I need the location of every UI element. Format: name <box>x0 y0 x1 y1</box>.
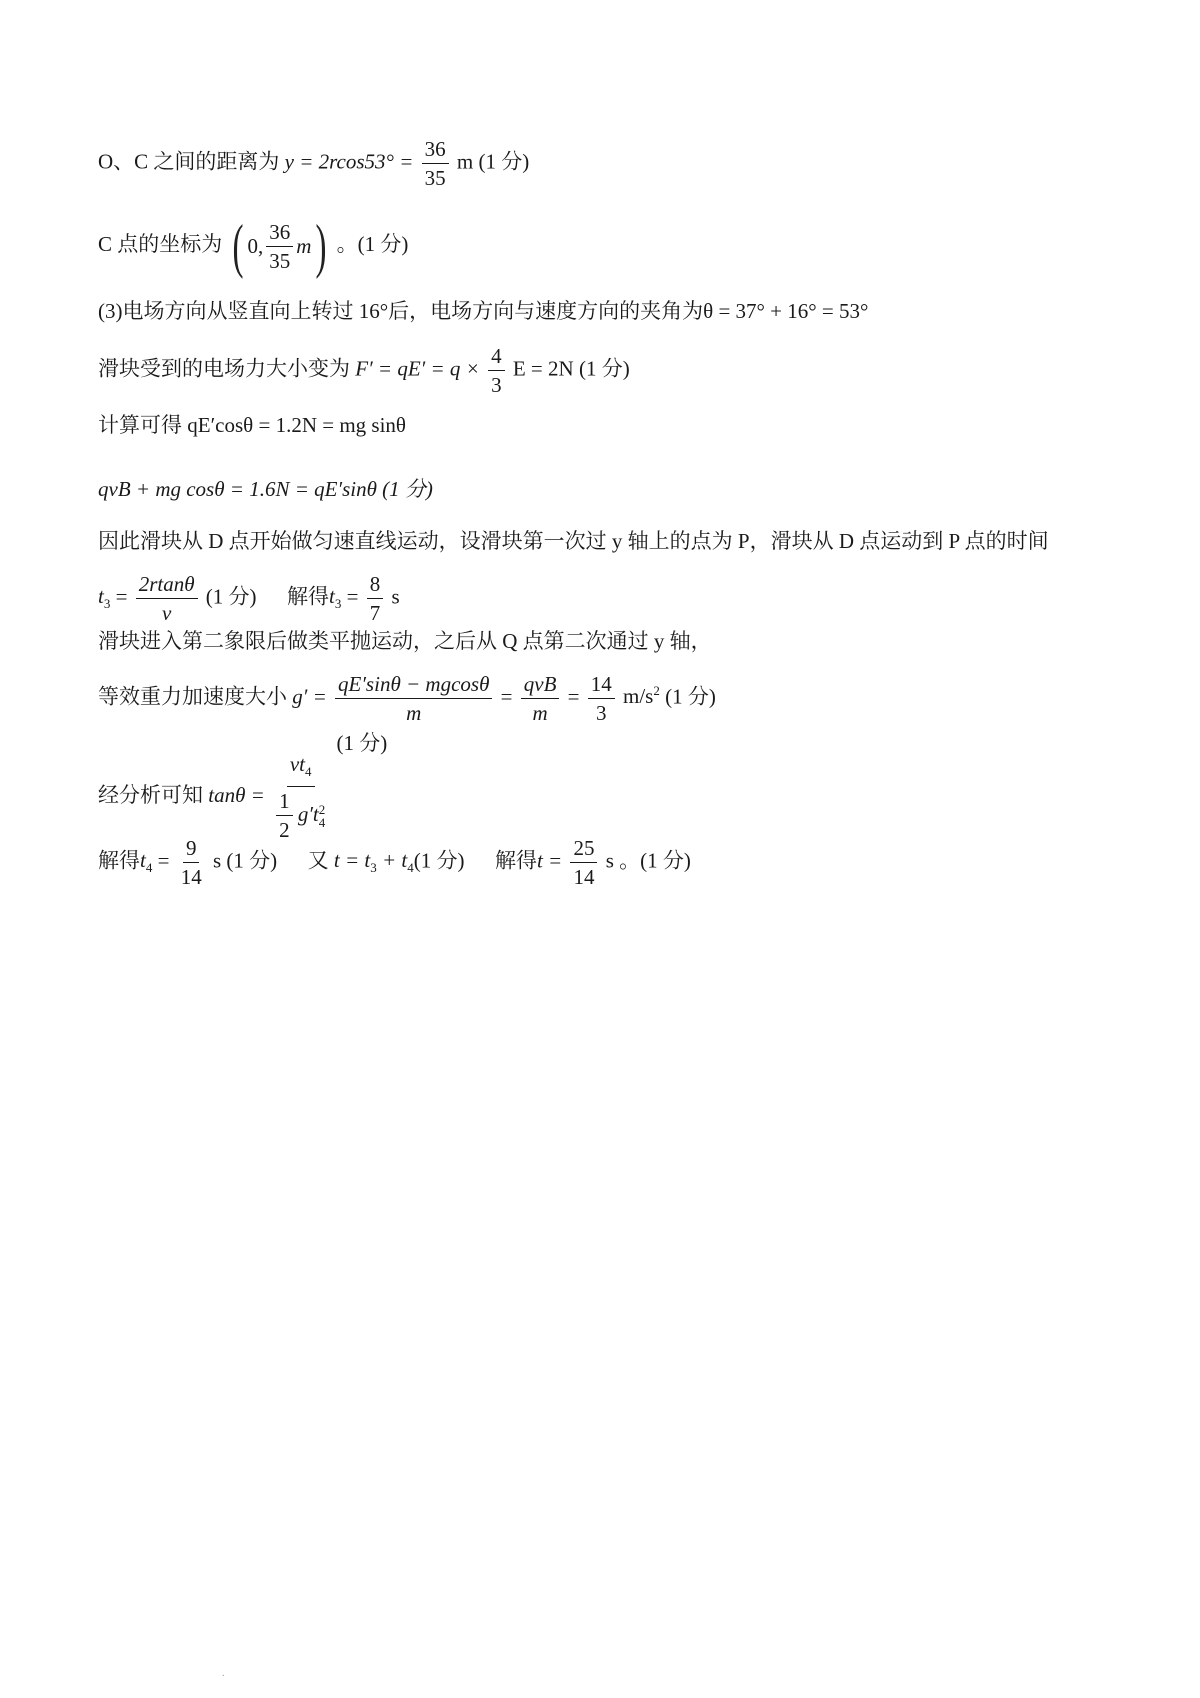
line-gravity: 等效重力加速度大小 g′ = $\frac{qE'\sin\theta - mgcos\theta}{m}$ = $\frac{\text{qvB}}{m}$ = $\frac{14}{3}$ $m/s^2$ (1 分) <box>98 672 716 725</box>
line-tan <box>98 731 388 843</box>
t4-var: $t_4$ <box>140 848 153 876</box>
t-sum: $t = t_3 + t_4$ <box>333 848 414 876</box>
line-angle <box>98 298 868 324</box>
line-calc-1 <box>98 412 406 438</box>
fraction-2 <box>570 836 597 889</box>
line-oc-distance <box>98 137 529 190</box>
solve: 解得 <box>287 584 330 609</box>
numerator: qE′sinθ − mgcosθ <box>335 672 492 699</box>
text: O、C 之间的距离为 <box>98 149 280 174</box>
formula: qvB + mg cosθ = 1.6N = qE′sinθ (1 分) <box>98 477 433 501</box>
text: 等效重力加速度大小 <box>98 684 287 709</box>
line-electric-force <box>98 344 630 397</box>
t3-var: $t_3$ <box>98 584 111 612</box>
formula: y = 2rcos53° = <box>284 149 414 174</box>
line-second-quadrant <box>98 628 712 654</box>
numerator: 9 <box>183 836 200 863</box>
score: (1 分) <box>205 584 257 609</box>
solve: 解得 <box>98 848 140 873</box>
text: (3)电场方向从竖直向上转过 16°后，电场方向与速度方向的夹角为θ = 37° + 16° = 53° <box>98 299 869 323</box>
denominator: 35 <box>269 248 291 273</box>
score: (1 分) <box>336 731 388 755</box>
text: 经分析可知 <box>98 782 203 807</box>
t-var: t = <box>536 848 563 873</box>
denominator: 14 <box>180 865 202 889</box>
fraction-2 <box>367 572 384 625</box>
line-calc-2 <box>98 476 433 502</box>
unit: s <box>391 584 400 609</box>
line-motion <box>98 528 1049 554</box>
unit: $m/s^2$ <box>623 683 660 709</box>
numerator: 4 <box>488 344 505 371</box>
fraction-3 <box>588 672 615 725</box>
tail: 。(1 分) <box>336 231 409 256</box>
numerator: $vt_4$ <box>287 752 315 787</box>
fraction-2 <box>521 672 560 725</box>
footer-mark: . <box>222 1668 225 1679</box>
text: C 点的坐标为 <box>98 231 223 256</box>
unit-score: s (1 分) <box>212 848 278 873</box>
line-final <box>98 836 691 889</box>
half: $\frac{1}{2}$ <box>276 789 293 842</box>
text: 因此滑块从 D 点开始做匀速直线运动，设滑块第一次过 y 轴上的点为 P，滑块从 D 点运动到 P 点的时间 <box>98 529 1049 553</box>
solve-2: 解得 <box>494 848 537 873</box>
t3-var-2: $t_3$ <box>329 584 342 612</box>
score: (1 分) <box>665 684 716 709</box>
numerator: 25 <box>570 836 597 863</box>
m-var: m <box>296 234 312 258</box>
eq: = <box>157 848 170 873</box>
unit-score: m (1 分) <box>456 149 530 174</box>
fraction <box>273 752 328 842</box>
denominator: 14 <box>573 865 595 889</box>
numerator: qvB <box>521 672 560 699</box>
line-c-coordinate <box>98 213 409 279</box>
numerator: 8 <box>367 572 384 599</box>
numerator: 36 <box>266 220 293 247</box>
denominator: 3 <box>491 373 502 397</box>
denominator: m <box>406 701 422 725</box>
denominator: m <box>532 701 548 725</box>
denominator: 3 <box>596 701 607 725</box>
numerator: 14 <box>588 672 615 699</box>
left-paren: ( <box>232 213 244 279</box>
denominator: $\frac{1}{2}$ g′t 2 4 <box>273 787 328 842</box>
score-2: (1 分) <box>413 848 465 873</box>
tail: E = 2N (1 分) <box>512 356 630 381</box>
fraction-1 <box>335 672 492 725</box>
text: 滑块受到的电场力大小变为 <box>98 356 350 381</box>
tan-var: tanθ = <box>208 782 265 807</box>
formula: F′ = qE′ = q × <box>355 356 480 381</box>
fraction <box>266 220 293 273</box>
denominator: 35 <box>424 166 446 190</box>
fraction <box>488 344 505 397</box>
fraction <box>136 572 198 625</box>
text: 滑块进入第二象限后做类平抛运动，之后从 Q 点第二次通过 y 轴， <box>98 629 712 653</box>
text: 计算可得 qE′cosθ = 1.2N = mg sinθ <box>98 413 406 437</box>
eq: = <box>115 584 128 609</box>
numerator: 2rtanθ <box>136 572 198 599</box>
numerator: 36 <box>422 137 449 164</box>
g-var: g′ = <box>292 684 327 709</box>
coordinate-paren <box>228 213 332 279</box>
zero: 0, <box>247 234 264 258</box>
also: 又 <box>307 848 329 873</box>
line-t3 <box>98 572 400 625</box>
tail: s 。(1 分) <box>605 848 691 873</box>
denominator: 7 <box>369 601 381 625</box>
fraction <box>178 836 205 889</box>
fraction <box>422 137 449 190</box>
right-paren: ) <box>315 213 327 279</box>
eq2: = <box>346 584 359 609</box>
denominator: v <box>161 601 172 625</box>
